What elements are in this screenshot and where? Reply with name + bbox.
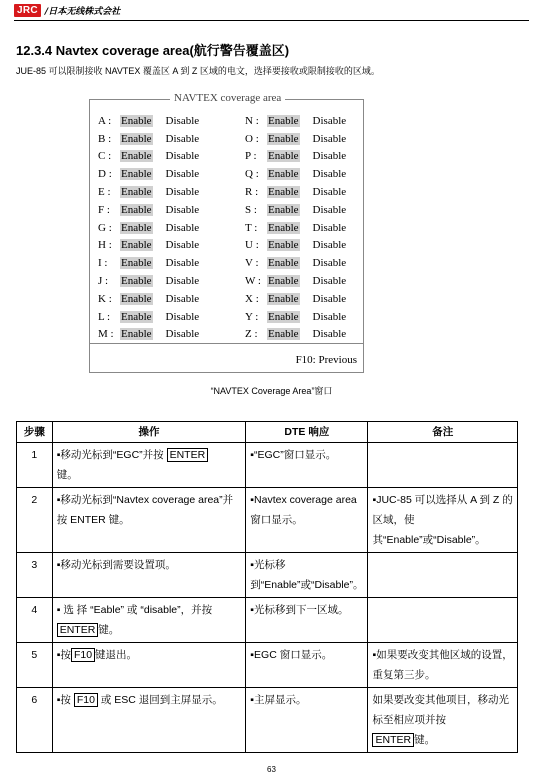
enable-option[interactable]: Enable: [268, 275, 299, 288]
area-letter: O :: [245, 132, 259, 145]
intro-text: JUE-85 可以限制接收 NAVTEX 覆盖区 A 到 Z 区域的电文，选择要接收或限制接收的区域。: [16, 66, 380, 76]
disable-option[interactable]: Disable: [312, 310, 347, 323]
enable-option[interactable]: Enable: [268, 114, 299, 127]
note-cell: [368, 553, 518, 598]
page-number: 63: [267, 765, 276, 774]
enable-option[interactable]: Enable: [121, 132, 152, 145]
enable-option[interactable]: Enable: [268, 292, 299, 305]
window-divider: [90, 343, 363, 344]
area-letter: X :: [245, 292, 259, 305]
header-step: 步骤: [17, 422, 53, 443]
table-row: [17, 598, 518, 643]
enable-option[interactable]: Enable: [268, 310, 299, 323]
operation-cell: ▪按 F10 或 ESC 退回到主屏显示。: [52, 688, 246, 753]
area-letter: S :: [245, 203, 257, 216]
note-cell: ▪如果要改变其他区域的设置，重复第三步。: [368, 643, 518, 688]
header-dte-response: DTE 响应: [246, 422, 368, 443]
enable-option[interactable]: Enable: [121, 257, 152, 270]
area-row: [98, 148, 199, 166]
operation-cell: ▪ 选 择 “Eable” 或 “disable”，并按ENTER 键。: [52, 598, 246, 643]
f10-previous-hint: F10: Previous: [295, 354, 357, 366]
table-header-row: [17, 422, 518, 443]
operation-cell: ▪移动光标到需要设置项。: [52, 553, 246, 598]
response-cell: ▪EGC 窗口显示。: [246, 643, 368, 688]
disable-option[interactable]: Disable: [312, 186, 347, 199]
disable-option[interactable]: Disable: [165, 132, 200, 145]
area-row: [98, 112, 199, 130]
enable-option[interactable]: Enable: [121, 150, 152, 163]
disable-option[interactable]: Disable: [165, 239, 200, 252]
note-cell: 如果要改变其他项目，移动光标至相应项并按 ENTER 键。: [368, 688, 518, 753]
response-cell: ▪光标移到“Enable”或“Disable”。: [246, 553, 368, 598]
jrc-logo: JRC: [14, 4, 41, 17]
disable-option[interactable]: Disable: [165, 221, 200, 234]
disable-option[interactable]: Disable: [312, 203, 347, 216]
area-letter: L :: [98, 310, 111, 323]
enable-option[interactable]: Enable: [268, 221, 299, 234]
area-row: [245, 308, 346, 326]
area-row: [98, 326, 199, 344]
area-letter: T :: [245, 221, 258, 234]
response-cell: ▪“EGC”窗口显示。: [246, 443, 368, 488]
area-letter: B :: [98, 132, 112, 145]
area-letter: W :: [245, 275, 261, 288]
step-number: 6: [17, 688, 53, 753]
area-letter: A :: [98, 114, 112, 127]
area-letter: U :: [245, 239, 259, 252]
disable-option[interactable]: Disable: [165, 310, 200, 323]
enable-option[interactable]: Enable: [121, 292, 152, 305]
area-row: [98, 165, 199, 183]
window-title: NAVTEX coverage area: [170, 92, 285, 104]
header-operation: 操作: [52, 422, 246, 443]
area-letter: P :: [245, 150, 257, 163]
f10-key: F10: [71, 648, 95, 662]
enable-option[interactable]: Enable: [121, 168, 152, 181]
area-letter: V :: [245, 257, 259, 270]
area-letter: H :: [98, 239, 112, 252]
table-row: [17, 688, 518, 753]
header-divider: [14, 20, 529, 21]
table-row: [17, 553, 518, 598]
response-cell: ▪主屏显示。: [246, 688, 368, 753]
disable-option[interactable]: Disable: [165, 114, 200, 127]
area-letter: N :: [245, 114, 259, 127]
enable-option[interactable]: Enable: [121, 186, 152, 199]
disable-option[interactable]: Disable: [312, 132, 347, 145]
enable-option[interactable]: Enable: [121, 328, 152, 341]
area-row: [98, 290, 199, 308]
enable-option[interactable]: Enable: [121, 221, 152, 234]
operation-cell: ▪移动光标到“Navtex coverage area”并按 ENTER 键。: [52, 488, 246, 553]
area-letter: I :: [98, 257, 108, 270]
area-letter: J :: [98, 275, 109, 288]
response-cell: ▪Navtex coverage area 窗口显示。: [246, 488, 368, 553]
area-letter: R :: [245, 186, 259, 199]
area-row: [245, 237, 346, 255]
disable-option[interactable]: Disable: [312, 239, 347, 252]
area-row: [98, 254, 199, 272]
area-row: [245, 165, 346, 183]
area-row: [98, 308, 199, 326]
enable-option[interactable]: Enable: [268, 328, 299, 341]
enable-option[interactable]: Enable: [268, 239, 299, 252]
disable-option[interactable]: Disable: [312, 114, 347, 127]
enable-option[interactable]: Enable: [268, 168, 299, 181]
table-row: [17, 488, 518, 553]
area-row: [245, 130, 346, 148]
disable-option[interactable]: Disable: [165, 328, 200, 341]
header-notes: 备注: [368, 422, 518, 443]
area-row: [98, 130, 199, 148]
disable-option[interactable]: Disable: [165, 168, 200, 181]
disable-option[interactable]: Disable: [165, 186, 200, 199]
area-row: [98, 237, 199, 255]
note-cell: ▪JUC-85 可以选择从 A 到 Z 的区域，使其“Enable”或“Disable”。: [368, 488, 518, 553]
enable-option[interactable]: Enable: [121, 239, 152, 252]
enable-option[interactable]: Enable: [121, 114, 152, 127]
enter-key: ENTER: [57, 623, 99, 637]
disable-option[interactable]: Disable: [312, 257, 347, 270]
area-letter: C :: [98, 150, 112, 163]
area-letter: G :: [98, 221, 112, 234]
enable-option[interactable]: Enable: [268, 132, 299, 145]
section-title: 12.3.4 Navtex coverage area(航行警告覆盖区): [16, 43, 290, 58]
area-letter: K :: [98, 292, 112, 305]
operation-cell: ▪移动光标到“EGC”并按 ENTER 键。: [52, 443, 246, 488]
f10-key: F10: [74, 693, 98, 707]
table-row: [17, 643, 518, 688]
enter-key: ENTER: [167, 448, 209, 462]
page-header: [14, 2, 120, 18]
disable-option[interactable]: Disable: [165, 257, 200, 270]
enable-option[interactable]: Enable: [121, 275, 152, 288]
area-letter: Z :: [245, 328, 258, 341]
disable-option[interactable]: Disable: [165, 292, 200, 305]
disable-option[interactable]: Disable: [312, 150, 347, 163]
table-row: [17, 443, 518, 488]
step-number: 5: [17, 643, 53, 688]
enable-option[interactable]: Enable: [268, 150, 299, 163]
area-row: [98, 272, 199, 290]
right-area-column: [245, 112, 346, 343]
area-row: [245, 326, 346, 344]
area-row: [245, 272, 346, 290]
step-number: 1: [17, 443, 53, 488]
operation-cell: ▪按 F10 键退出。: [52, 643, 246, 688]
enter-key: ENTER: [372, 733, 414, 747]
area-letter: Q :: [245, 168, 259, 181]
disable-option[interactable]: Disable: [165, 150, 200, 163]
response-cell: ▪光标移到下一区域。: [246, 598, 368, 643]
step-number: 4: [17, 598, 53, 643]
note-cell: [368, 598, 518, 643]
enable-option[interactable]: Enable: [121, 203, 152, 216]
procedure-table: [16, 421, 518, 753]
area-row: [98, 219, 199, 237]
navtex-coverage-window: [89, 92, 364, 373]
window-caption: “NAVTEX Coverage Area”窗口: [210, 386, 333, 396]
area-row: [245, 219, 346, 237]
area-row: [245, 148, 346, 166]
area-row: [98, 183, 199, 201]
disable-option[interactable]: Disable: [165, 203, 200, 216]
area-row: [245, 183, 346, 201]
left-area-column: [98, 112, 199, 343]
enable-option[interactable]: Enable: [268, 186, 299, 199]
step-number: 3: [17, 553, 53, 598]
enable-option[interactable]: Enable: [268, 257, 299, 270]
area-row: [98, 201, 199, 219]
enable-option[interactable]: Enable: [268, 203, 299, 216]
area-letter: E :: [98, 186, 111, 199]
disable-option[interactable]: Disable: [312, 168, 347, 181]
company-name: /日本无线株式会社: [44, 6, 121, 17]
area-row: [245, 201, 346, 219]
disable-option[interactable]: Disable: [165, 275, 200, 288]
area-letter: M :: [98, 328, 114, 341]
note-cell: [368, 443, 518, 488]
area-letter: Y :: [245, 310, 259, 323]
area-row: [245, 290, 346, 308]
disable-option[interactable]: Disable: [312, 292, 347, 305]
disable-option[interactable]: Disable: [312, 221, 347, 234]
area-row: [245, 112, 346, 130]
enable-option[interactable]: Enable: [121, 310, 152, 323]
area-row: [245, 254, 346, 272]
step-number: 2: [17, 488, 53, 553]
area-letter: F :: [98, 203, 110, 216]
area-letter: D :: [98, 168, 112, 181]
disable-option[interactable]: Disable: [312, 275, 347, 288]
disable-option[interactable]: Disable: [312, 328, 347, 341]
